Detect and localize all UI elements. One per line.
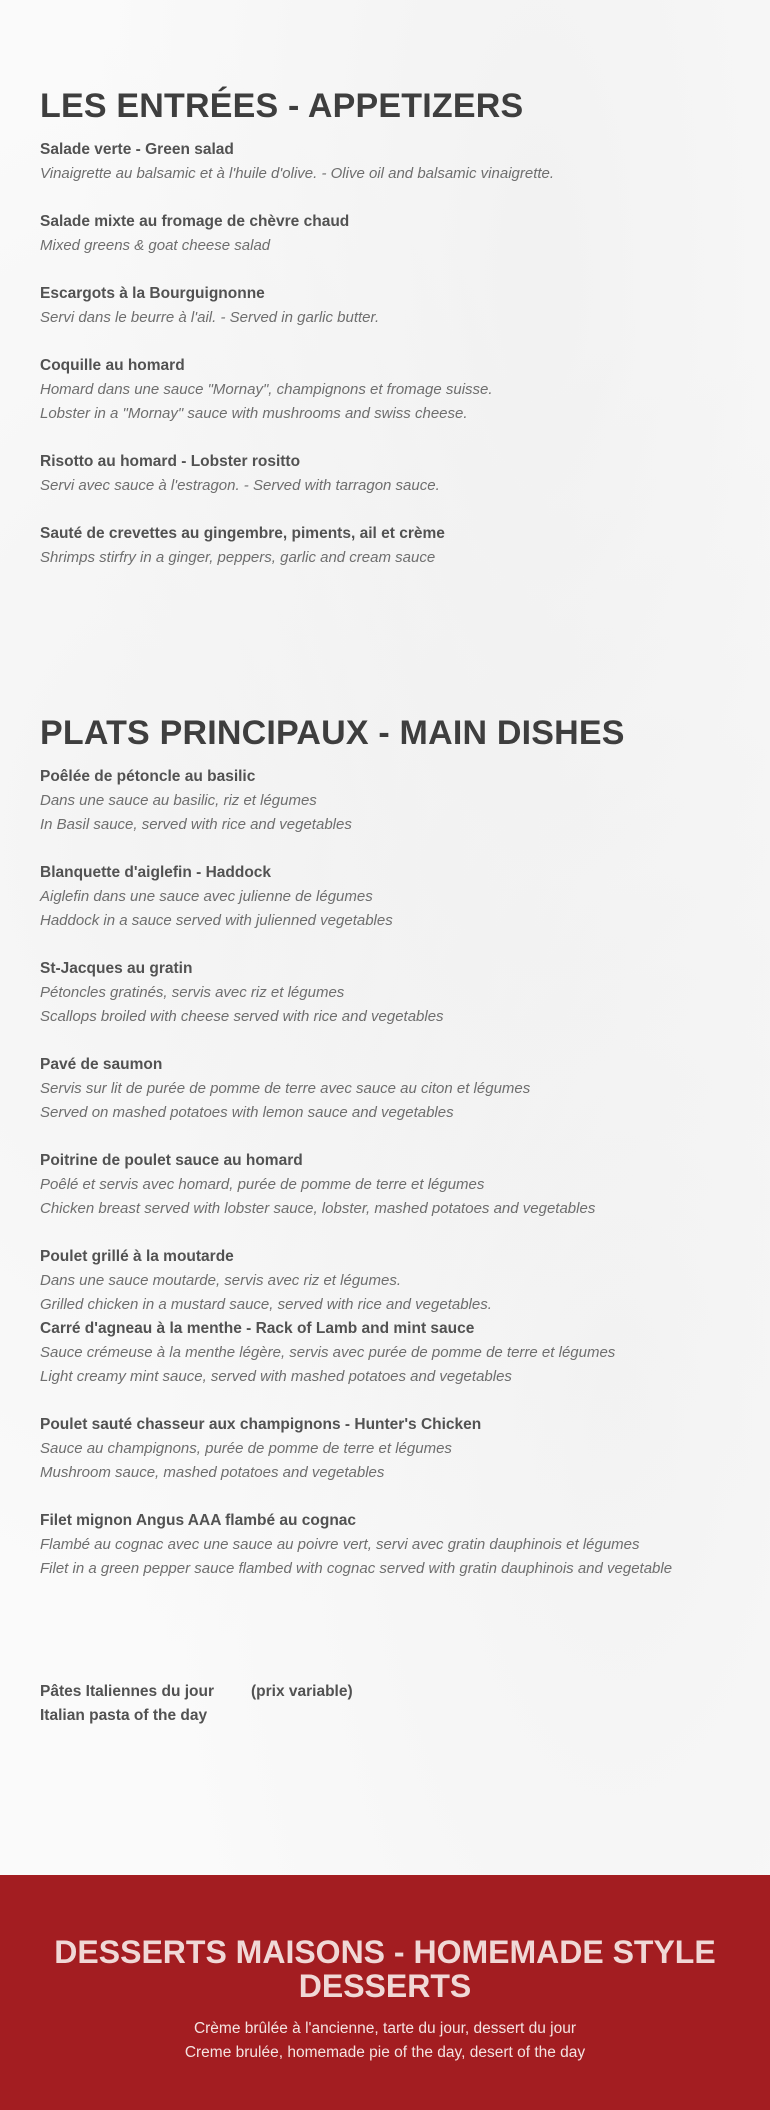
appetizers-title: LES ENTRÉES - APPETIZERS <box>40 87 524 125</box>
menu-item-name: Poulet grillé à la moutarde <box>40 1248 234 1265</box>
appetizers-list <box>40 138 740 570</box>
menu-item <box>40 1149 740 1221</box>
menu-item-description: In Basil sauce, served with rice and vegetables <box>40 816 352 833</box>
main-dishes-list <box>40 765 740 1581</box>
menu-item-name: Salade mixte au fromage de chèvre chaud <box>40 213 350 230</box>
menu-item-description: Scallops broiled with cheese served with rice and vegetables <box>40 1008 444 1025</box>
menu-item-description: Aiglefin dans une sauce avec julienne de légumes <box>40 888 373 905</box>
menu-item <box>40 1317 740 1389</box>
menu-item-description: Served on mashed potatoes with lemon sauce and vegetables <box>40 1104 454 1121</box>
menu-item-description: Sauce au champignons, purée de pomme de terre et légumes <box>40 1440 452 1457</box>
menu-item <box>40 354 740 426</box>
appetizers-section <box>40 86 740 594</box>
menu-item-name: Sauté de crevettes au gingembre, piments, ail et crème <box>40 525 445 542</box>
pasta-of-the-day <box>40 1680 353 1728</box>
menu-item <box>40 1245 740 1317</box>
menu-item-description: Servi avec sauce à l'estragon. - Served with tarragon sauce. <box>40 477 440 494</box>
menu-item-description: Shrimps stirfry in a ginger, peppers, garlic and cream sauce <box>40 549 436 566</box>
menu-item-description: Light creamy mint sauce, served with mashed potatoes and vegetables <box>40 1368 512 1385</box>
menu-item-name: Carré d'agneau à la menthe - Rack of Lamb and mint sauce <box>40 1320 475 1337</box>
menu-item <box>40 450 740 498</box>
desserts-section <box>0 1875 770 2110</box>
menu-item <box>40 522 740 570</box>
menu-item-name: Salade verte - Green salad <box>40 141 234 158</box>
desserts-lines <box>0 2017 770 2065</box>
desserts-title: DESSERTS MAISONS - HOMEMADE STYLE DESSERTS <box>54 1934 716 2004</box>
desserts-line-english: Creme brulée, homemade pie of the day, desert of the day <box>184 2044 586 2061</box>
menu-item-description: Servis sur lit de purée de pomme de terre avec sauce au citon et légumes <box>40 1080 531 1097</box>
menu-item-description: Poêlé et servis avec homard, purée de pomme de terre et légumes <box>40 1176 485 1193</box>
pasta-row <box>40 1680 353 1704</box>
menu-item-description: Pétoncles gratinés, servis avec riz et légumes <box>40 984 345 1001</box>
menu-item-description: Dans une sauce au basilic, riz et légumes <box>40 792 317 809</box>
menu-item-name: Coquille au homard <box>40 357 185 374</box>
menu-item-description: Mixed greens & goat cheese salad <box>40 237 271 254</box>
menu-item <box>40 210 740 258</box>
menu-item-description: Grilled chicken in a mustard sauce, served with rice and vegetables. <box>40 1296 492 1313</box>
menu-item-description: Haddock in a sauce served with julienned vegetables <box>40 912 393 929</box>
menu-item-name: Poulet sauté chasseur aux champignons - Hunter's Chicken <box>40 1416 482 1433</box>
menu-item-name: Filet mignon Angus AAA flambé au cognac <box>40 1512 357 1529</box>
menu-item-description: Homard dans une sauce "Mornay", champignons et fromage suisse. <box>40 381 493 398</box>
menu-item <box>40 282 740 330</box>
menu-item-name: Pavé de saumon <box>40 1056 163 1073</box>
menu-item-name: St-Jacques au gratin <box>40 960 193 977</box>
menu-item-description: Dans une sauce moutarde, servis avec riz et légumes. <box>40 1272 402 1289</box>
menu-item-description: Mushroom sauce, mashed potatoes and vegetables <box>40 1464 385 1481</box>
menu-item-description: Lobster in a "Mornay" sauce with mushrooms and swiss cheese. <box>40 405 468 422</box>
menu-item-description: Sauce crémeuse à la menthe légère, servis avec purée de pomme de terre et légumes <box>40 1344 616 1361</box>
pasta-english: Italian pasta of the day <box>40 1707 208 1724</box>
menu-item-name: Escargots à la Bourguignonne <box>40 285 265 302</box>
menu-item <box>40 1509 740 1581</box>
menu-item-name: Blanquette d'aiglefin - Haddock <box>40 864 272 881</box>
menu-item-description: Flambé au cognac avec une sauce au poivre vert, servi avec gratin dauphinois et légumes <box>40 1536 640 1553</box>
desserts-line-french: Crème brûlée à l'ancienne, tarte du jour, dessert du jour <box>193 2020 577 2037</box>
menu-item-description: Chicken breast served with lobster sauce, lobster, mashed potatoes and vegetables <box>40 1200 596 1217</box>
menu-item-name: Poêlée de pétoncle au basilic <box>40 768 256 785</box>
menu-item-name: Poitrine de poulet sauce au homard <box>40 1152 303 1169</box>
menu-item <box>40 861 740 933</box>
menu-item <box>40 1053 740 1125</box>
pasta-price: (prix variable) <box>251 1683 353 1700</box>
menu-item-description: Vinaigrette au balsamic et à l'huile d'olive. - Olive oil and balsamic vinaigrette. <box>40 165 555 182</box>
menu-item-description: Servi dans le beurre à l'ail. - Served in garlic butter. <box>40 309 380 326</box>
menu-item <box>40 957 740 1029</box>
main-dishes-section <box>40 713 740 1605</box>
menu-item-name: Risotto au homard - Lobster rositto <box>40 453 301 470</box>
main-dishes-title: PLATS PRINCIPAUX - MAIN DISHES <box>40 714 625 752</box>
menu-item <box>40 138 740 186</box>
menu-item <box>40 1413 740 1485</box>
pasta-name: Pâtes Italiennes du jour <box>40 1683 214 1700</box>
menu-item-description: Filet in a green pepper sauce flambed with cognac served with gratin dauphinois and vegetable <box>40 1560 673 1577</box>
menu-item <box>40 765 740 837</box>
